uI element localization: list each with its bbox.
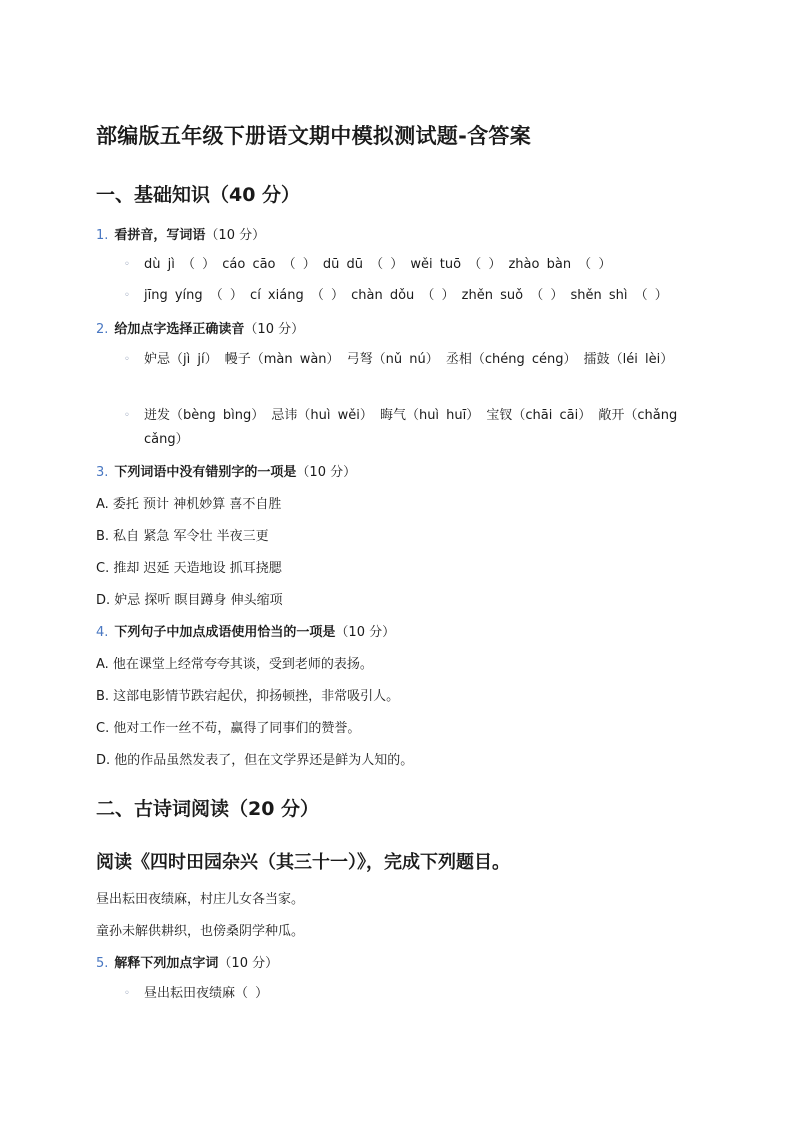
poem-line-2: 童孙未解供耕织，也傍桑阴学种瓜。 [96,924,305,939]
document-title: 部编版五年级下册语文期中模拟测试题-含答案 [96,124,532,148]
option-d: D. 妒忌 探听 瞑目蹲身 伸头缩项 [96,593,283,608]
bullet-icon: ◦ [124,290,130,301]
question-number: 1. [96,228,109,243]
question-2 [96,318,304,337]
question-text: 看拼音，写词语 [114,228,206,243]
reading-subheading: 阅读《四时田园杂兴（其三十一）》，完成下列题目。 [96,852,510,873]
option-a: A. 他在课堂上经常夸夸其谈，受到老师的表扬。 [96,657,373,672]
section-2-heading: 二、古诗词阅读（20 分） [96,798,320,820]
question-score: （10 分） [244,322,305,337]
list-item: ◦ jīng yíng （ ） cí xiáng （ ） chàn dǒu （ ） zhěn suǒ （ ） shěn shì （ ） [124,284,684,308]
question-4 [96,621,395,640]
section-1-heading: 一、基础知识（40 分） [96,184,301,206]
question-score: （10 分） [218,956,279,971]
bullet-icon: ◦ [124,410,130,421]
list-item: ◦ 迸发（bèng bìng） 忌讳（huì wěi） 晦气（huì huī） 宝钗（chāi cāi） 敞开（chǎng cǎng） [124,404,684,452]
option-d: D. 他的作品虽然发表了，但在文学界还是鲜为人知的。 [96,753,414,768]
question-3 [96,461,356,480]
question-text: 下列词语中没有错别字的一项是 [114,465,297,480]
bullet-icon: ◦ [124,354,130,365]
question-text: 下列句子中加点成语使用恰当的一项是 [114,625,336,640]
option-b: B. 这部电影情节跌宕起伏，抑扬顿挫，非常吸引人。 [96,689,400,704]
question-number: 4. [96,625,109,640]
list-item: ◦ 妒忌（jì jí） 幔子（màn wàn） 弓弩（nǔ nú） 丞相（chéng céng） 擂鼓（léi lèi） [124,348,684,372]
option-c: C. 推却 迟延 天造地设 抓耳挠腮 [96,561,282,576]
question-1 [96,224,265,243]
question-number: 3. [96,465,109,480]
question-number: 5. [96,956,109,971]
question-score: （10 分） [205,228,266,243]
question-score: （10 分） [335,625,396,640]
question-number: 2. [96,322,109,337]
option-c: C. 他对工作一丝不苟，赢得了同事们的赞誉。 [96,721,361,736]
list-item: ◦ dù jì （ ） cáo cāo （ ） dū dū （ ） wěi tuō （ ） zhào bàn （ ） [124,253,684,277]
list-item: ◦ 昼出耘田夜绩麻（ ） [124,982,684,1006]
question-text: 解释下列加点字词 [114,956,219,971]
question-text: 给加点字选择正确读音 [114,322,245,337]
option-b: B. 私自 紧急 军令壮 半夜三更 [96,529,269,544]
question-5 [96,952,278,971]
poem-line-1: 昼出耘田夜绩麻，村庄儿女各当家。 [96,892,305,907]
question-score: （10 分） [296,465,357,480]
bullet-icon: ◦ [124,988,130,999]
bullet-icon: ◦ [124,259,130,270]
option-a: A. 委托 预计 神机妙算 喜不自胜 [96,497,282,512]
